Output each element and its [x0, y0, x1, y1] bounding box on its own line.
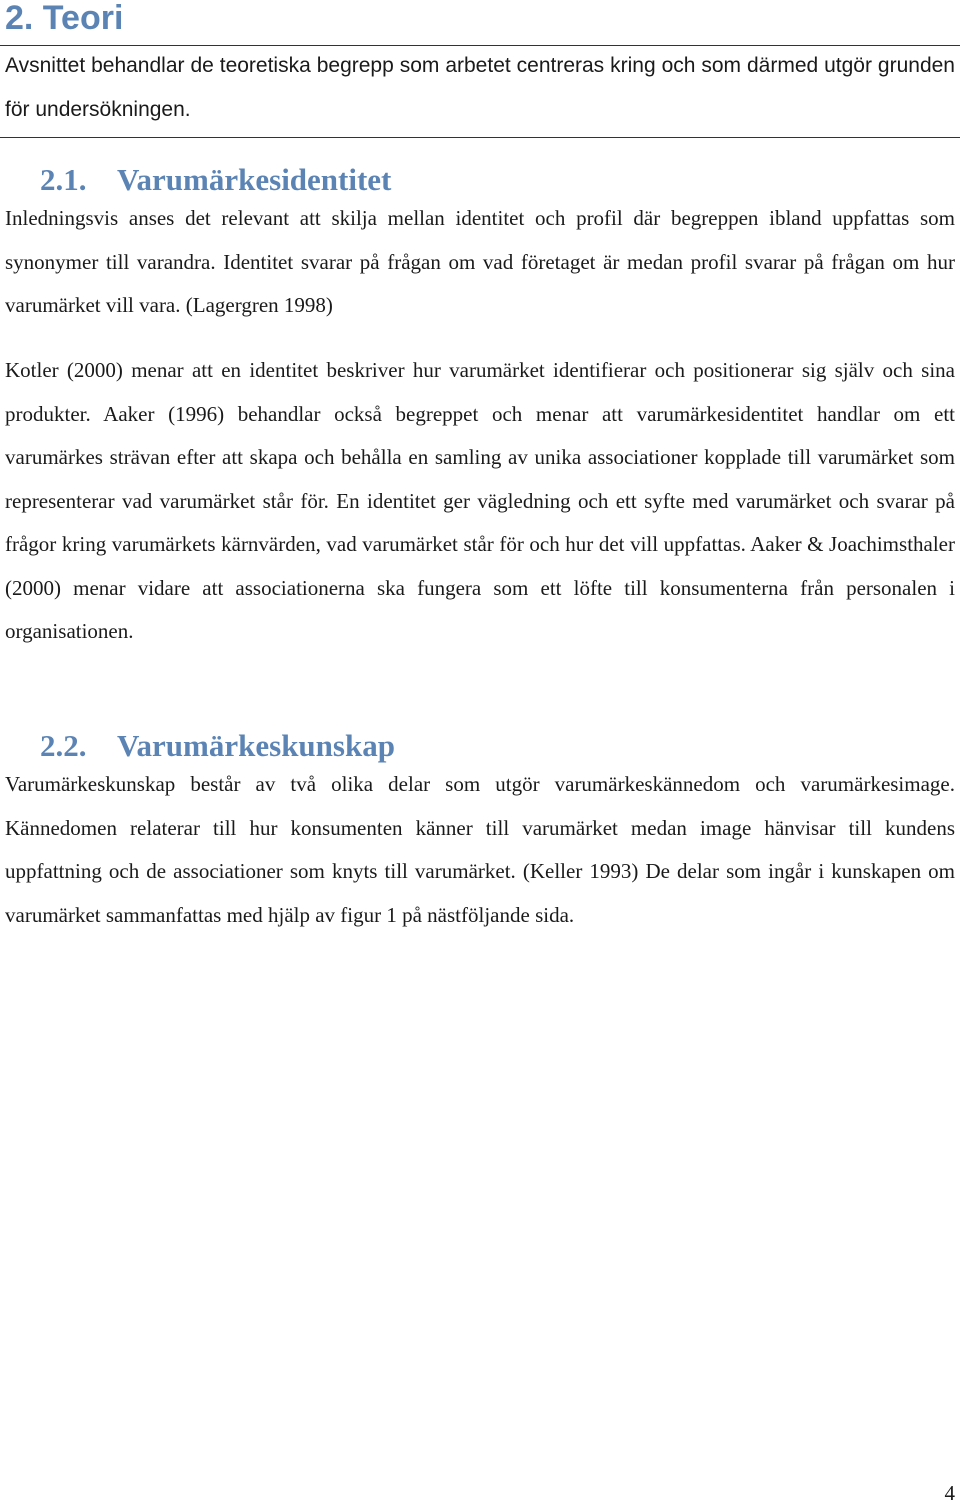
chapter-title: 2. Teori	[5, 0, 124, 37]
body-paragraph: Inledningsvis anses det relevant att skilja mellan identitet och profil där begreppen ibland uppfattas som synonymer till varandra. Identitet svarar på frågan om vad företaget är medan profil svarar på frågan om hur varumärket vill vara. (Lagergren 1998)	[5, 206, 955, 317]
section-title: Varumärkeskunskap	[117, 728, 395, 763]
body-paragraph: Varumärkeskunskap består av två olika delar som utgör varumärkeskännedom och varumärkesimage. Kännedomen relaterar till hur konsumenten känner till varumärket medan image hänvisar till kundens uppfattning och de associationer som knyts till varumärket. (Keller 1993) De delar som ingår i kunskapen om varumärket sammanfattas med hjälp av figur 1 på nästföljande sida.	[5, 772, 955, 927]
section-heading-varumarkeskunskap	[40, 726, 395, 766]
chapter-bottom-rule	[0, 137, 960, 138]
section-number: 2.2.	[40, 728, 87, 763]
body-paragraph: Kotler (2000) menar att en identitet beskriver hur varumärket identifierar och positionerar sig själv och sina produkter. Aaker (1996) behandlar också begreppet och menar att varumärkesidentitet handlar om ett varumärkes strävan efter att skapa och behålla en samling av unika associationer kopplade till varumärket som representerar vad varumärket står för. En identitet ger vägledning och ett syfte med varumärket och svarar på frågor kring varumärkets kärnvärden, vad varumärket står för och hur det vill uppfattas. Aaker & Joachimsthaler (2000) menar vidare att associationerna ska fungera som ett löfte till konsumenterna från personalen i organisationen.	[5, 358, 955, 643]
section-number: 2.1.	[40, 162, 87, 197]
page-number: 4	[944, 1481, 955, 1505]
section-heading-varumarkesidentitet	[40, 160, 391, 200]
section-title: Varumärkesidentitet	[117, 162, 392, 197]
chapter-intro: Avsnittet behandlar de teoretiska begrepp som arbetet centreras kring och som därmed utgör grunden för undersökningen.	[5, 54, 955, 121]
